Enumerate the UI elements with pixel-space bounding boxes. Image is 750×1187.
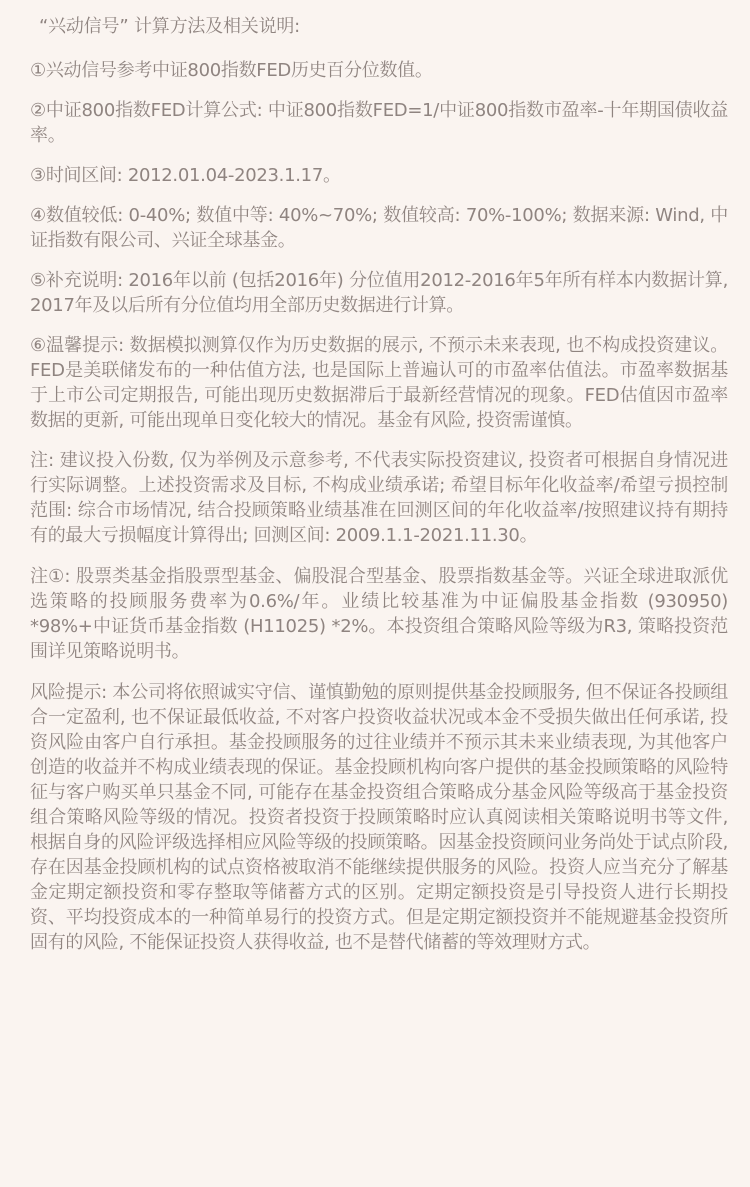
paragraph-4: ④数值较低: 0-40%; 数值中等: 40%~70%; 数值较高: 70%-100%; 数据来源: Wind, 中证指数有限公司、兴证全球基金。 <box>30 205 728 251</box>
paragraph-3: ③时间区间: 2012.01.04-2023.1.17。 <box>30 165 341 186</box>
note-1-paragraph: 注①: 股票类基金指股票型基金、偏股混合型基金、股票指数基金等。兴证全球进取派优选策略的投顾服务费率为0.6%/年。业绩比较基准为中证偏股基金指数 (930950) *98%+中证货币基金指数 (H11025) *2%。本投资组合策略风险等级为R3, 策略投资范围详见策略说明书。 <box>30 566 728 662</box>
paragraph-5: ⑤补充说明: 2016年以前 (包括2016年) 分位值用2012-2016年5年所有样本内数据计算, 2017年及以后所有分位值均用全部历史数据进行计算。 <box>30 270 728 316</box>
paragraph-6: ⑥温馨提示: 数据模拟测算仅作为历史数据的展示, 不预示未来表现, 也不构成投资建议。FED是美联储发布的一种估值方法, 也是国际上普遍认可的市盈率估值法。市盈率数据基于上市公司定期报告, 可能出现历史数据滞后于最新经营情况的现象。FED估值因市盈率数据的更新, 可能出现单日变化较大的情况。基金有风险, 投资需谨慎。 <box>30 335 728 431</box>
risk-warning-paragraph: 风险提示: 本公司将依照诚实守信、谨慎勤勉的原则提供基金投顾服务, 但不保证各投顾组合一定盈利, 也不保证最低收益, 不对客户投资收益状况或本金不受损失做出任何承诺, 投资风险由客户自行承担。基金投顾服务的过往业绩并不预示其未来业绩表现, 为其他客户创造的收益并不构成业绩表现的保证。基金投顾机构向客户提供的基金投顾策略的风险特征与客户购买单只基金不同, 可能存在基金投资组合策略成分基金风险等级高于基金投资组合策略风险等级的情况。投资者投资于投顾策略时应认真阅读相关策略说明书等文件, 根据自身的风险评级选择相应风险等级的投顾策略。因基金投资顾问业务尚处于试点阶段, 存在因基金投顾机构的试点资格被取消不能继续提供服务的风险。投资人应当充分了解基金定期定额投资和零存整取等储蓄方式的区别。定期定额投资是引导投资人进行长期投资、平均投资成本的一种简单易行的投资方式。但是定期定额投资并不能规避基金投资所固有的风险, 不能保证投资人获得收益, 也不是替代储蓄的等效理财方式。 <box>30 682 728 953</box>
paragraph-2: ②中证800指数FED计算公式: 中证800指数FED=1/中证800指数市盈率-十年期国债收益率。 <box>30 100 728 146</box>
note-paragraph: 注: 建议投入份数, 仅为举例及示意参考, 不代表实际投资建议, 投资者可根据自身情况进行实际调整。上述投资需求及目标, 不构成业绩承诺; 希望目标年化收益率/希望亏损控制范围: 综合市场情况, 结合投顾策略业绩基准在回测区间的年化收益率/按照建议持有期持有的最大亏损幅度计算得出; 回测区间: 2009.1.1-2021.11.30。 <box>30 450 728 546</box>
paragraph-1: ①兴动信号参考中证800指数FED历史百分位数值。 <box>30 60 433 81</box>
doc-title: “兴动信号” 计算方法及相关说明: <box>39 16 301 37</box>
